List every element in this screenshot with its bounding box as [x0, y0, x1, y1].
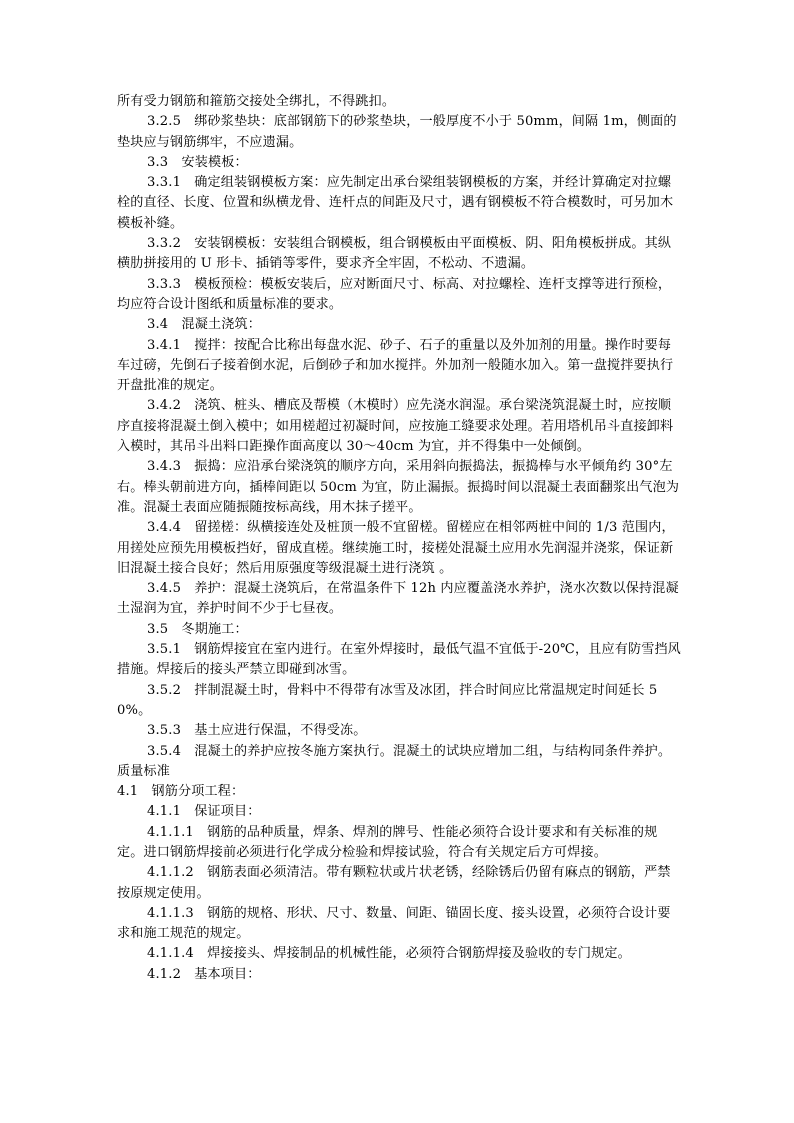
paragraph: 4.1.1.4 焊接接头、焊接制品的机械性能，必须符合钢筋焊接及验收的专门规定。: [147, 946, 631, 962]
paragraph: 3.5.1 钢筋焊接宜在室内进行。在室外焊接时，最低气温不宜低于-20℃，且应有防雪挡风措施。焊接后的接头严禁立即碰到冰雪。: [117, 642, 681, 678]
paragraph: 4.1.1.3 钢筋的规格、形状、尺寸、数量、间距、锚固长度、接头设置，必须符合设计要求和施工规范的规定。: [117, 905, 671, 942]
paragraph: 3.5.4 混凝土的养护应按冬施方案执行。混凝土的试块应增加二组，与结构同条件养护。质量标准: [117, 743, 672, 779]
section-heading: 4.1.1 保证项目：: [147, 804, 261, 820]
paragraph: 所有受力钢筋和箍筋交接处全绑扎，不得跳扣。: [117, 94, 396, 109]
paragraph: 4.1.1.2 钢筋表面必须清洁。带有颗粒状或片状老锈，经除锈后仍留有麻点的钢筋，严禁按原规定使用。: [117, 865, 671, 901]
document-page: [117, 92, 682, 985]
paragraph: 3.4.5 养护：混凝土浇筑后，在常温条件下 12h 内应覆盖浇水养护，浇水次数以保持混凝土湿润为宜，养护时间不少于七昼夜。: [117, 581, 679, 617]
paragraph: 4.1.1.1 钢筋的品种质量，焊条、焊剂的牌号、性能必须符合设计要求和有关标准的规定。进口钢筋焊接前必须进行化学成分检验和焊接试验，符合有关规定后方可焊接。: [117, 824, 658, 860]
paragraph: 3.4.4 留搓槎：纵横接连处及桩顶一般不宜留槎。留槎应在相邻两桩中间的 1/3 范围内，用搓处应预先用模板挡好，留成直槎。继续施工时，接槎处混凝土应用水先润湿并浇浆，保证新旧混凝土接合良好；然后用原强度等级混凝土进行浇筑 。: [117, 520, 675, 576]
section-heading: 3.5 冬期施工：: [147, 621, 248, 637]
section-heading: 4.1.2 基本项目：: [147, 966, 261, 982]
paragraph: 3.3.2 安装钢模板：安装组合钢模板，组合钢模板由平面模板、阴、阳角模板拼成。其纵横肋拼接用的 U 形卡、插销等零件，要求齐全牢固，不松动、不遗漏。: [117, 236, 672, 272]
paragraph: 3.4.2 浇筑、桩头、槽底及帮模（木模时）应先浇水润湿。承台梁浇筑混凝土时，应按顺序直接将混凝土倒入模中；如用槎超过初凝时间，应按施工缝要求处理。若用塔机吊斗直接卸料入模时，其吊斗出料口距操作面高度以 30～40cm 为宜，并不得集中一处倾倒。: [117, 398, 674, 455]
section-heading: 4.1 钢筋分项工程：: [117, 784, 245, 800]
paragraph: 3.5.3 基土应进行保温，不得受冻。: [147, 723, 367, 739]
paragraph: 3.3.3 模板预检：模板安装后，应对断面尺寸、标高、对拉螺栓、连杆支撑等进行预检，均应符合设计图纸和质量标准的要求。: [117, 276, 672, 312]
paragraph: 3.5.2 拌制混凝土时，骨料中不得带有冰雪及冰团，拌合时间应比常温规定时间延长 50%。: [117, 682, 658, 718]
paragraph: 3.4.3 振捣：应沿承台梁浇筑的顺序方向，采用斜向振捣法，振捣棒与水平倾角约 30°左右。棒头朝前进方向，插棒间距以 50cm 为宜，防止漏振。振捣时间以混凝土表面翻浆出气泡为准。混凝土表面应随振随按标高线，用木抹子搓平。: [117, 459, 680, 515]
paragraph: 3.3.1 确定组装钢模板方案：应先制定出承台梁组装钢模板的方案，并经计算确定对拉螺栓的直径、长度、位置和纵横龙骨、连杆点的间距及尺寸，遇有钢模板不符合模数时，可另加木模板补缝。: [117, 175, 674, 231]
paragraph: 3.4.1 搅拌：按配合比称出每盘水泥、砂子、石子的重量以及外加剂的用量。操作时要每车过磅，先倒石子接着倒水泥，后倒砂子和加水搅拌。外加剂一般随水加入。第一盘搅拌要执行开盘批准的规定。: [117, 337, 674, 394]
section-heading: 3.3 安装模板：: [147, 154, 248, 170]
section-heading: 3.4 混凝土浇筑：: [147, 317, 261, 333]
paragraph: 3.2.5 绑砂浆垫块：底部钢筋下的砂浆垫块，一般厚度不小于 50mm，间隔 1m，侧面的垫块应与钢筋绑牢，不应遗漏。: [117, 114, 677, 150]
